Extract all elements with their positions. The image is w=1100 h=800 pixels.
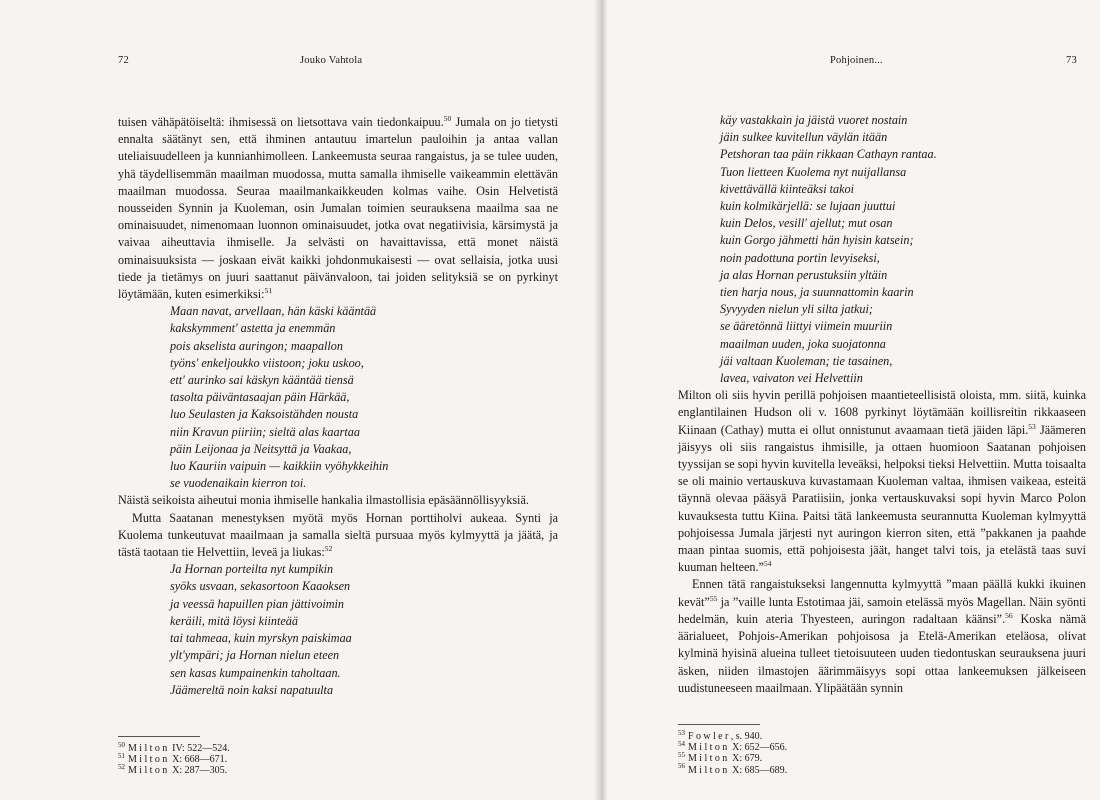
paragraph-text: Jumala on jo tietysti ennalta säätänyt sen, että ihminen antautuu imartelun pauloihin ja antaa vallan uteliaisuudelleen ja kunnianhimolleen. Lankeemusta seuraa rangaistus, ja se tulee uuden, yhä täydellisemmän maailman muodossa, mutta samalla ihmiselle vaikeammin elettävän maailman muodossa. Seuraa maailmankaikkeuden kolmas vaihe. Osin Helvetistä nousseiden Synnin ja Kuoleman, osin Jumalan toimien seurauksena maailma saa ne ominaisuudet, nimenomaan luonnon ominaisuudet, jotka ovat negatiivisia, kärsimystä ja vaivaa aiheuttavia ihmiselle. Ja selvästi on havaittavissa, että monet näistä ominaisuuksista — joskaan eivät kaikki johdonmukaisesti — ovat sellaisia, jotka uusi tiede ja tietämys on juuri saattanut päivänvaloon, tai joiden selityksiä se on pyrkinyt löytämään, kuten esimerkiksi: — [118, 115, 558, 302]
left-body-text — [118, 114, 558, 699]
verse-line: syöks usvaan, sekasortoon Kaaoksen — [170, 579, 351, 594]
right-body-text — [678, 112, 1086, 697]
paragraph — [118, 510, 558, 562]
verse-line: kuin Delos, vesill' ajellut; mut osan — [720, 216, 893, 231]
footnote: $^{50}$ Milton IV: 522—524. — [118, 740, 230, 754]
paragraph-text: Jäämeren jäisyys oli siis rangaistus ihmisille, ja ottaen huomioon Saatanan pohjoisen tyyssijan se sopi hyvin kuvitella leveäksi, helpoksi tieksi Helvettiin. Mutta toisaalta se oli mainio vertauskuva kuvastamaan Kuoleman valtaa, ihmisen vaikeaa, esteitä täynnä olevaa pääsyä Paratiisiin, jonka vertauskuvaksi sopi hyvin Marco Polon kuvauksesta tuttu Kiina. Paitsi tätä lankeemusta seurannutta Kuoleman kylmyyttä pohjoisessa Jumala järjesti nyt auringon kierron siten, että ”pakkanen ja paahde maan pintaa suomis, että pohjoisesta jäät, hanget talvi tois, ja etelästä taas suvi kuuman helteen.” — [678, 422, 1087, 575]
paragraph: Näistä seikoista aiheutui monia ihmiselle hankalia ilmastollisia epäsäännöllisyyksiä. — [118, 493, 529, 508]
verse-line: kakskymment' astetta ja enemmän — [170, 321, 336, 336]
verse-line: päin Leijonaa ja Neitsyttä ja Vaakaa, — [170, 441, 352, 456]
verse-line: työns' enkeljoukko viistoon; joku uskoo, — [170, 355, 364, 370]
footnote: $^{52}$ Milton X: 287—305. — [118, 763, 228, 777]
left-running-head-author: Jouko Vahtola — [300, 55, 363, 66]
footnote: $^{51}$ Milton X: 668—671. — [118, 751, 228, 766]
footnote-marker: 51 — [264, 285, 273, 295]
footnote-rule — [678, 724, 760, 725]
verse-line: jäi valtaan Kuoleman; tie tasainen, — [720, 353, 893, 368]
verse-line: Petshoran taa päin rikkaan Cathayn rantaa. — [720, 147, 937, 162]
verse-line: maailman uuden, joka suojatonna — [720, 336, 886, 351]
verse-line: lavea, vaivaton vei Helvettiin — [720, 371, 863, 386]
verse-line: tai tahmeaa, kuin myrskyn paiskimaa — [170, 631, 352, 646]
footnote: $^{53}$ Fowler, s. 940. — [678, 728, 763, 742]
footnote-marker: 56 — [1005, 610, 1013, 620]
paragraph — [678, 387, 1086, 576]
left-page-number: 72 — [118, 55, 129, 66]
verse-line: kivettävällä kiinteäksi takoi — [720, 181, 855, 196]
verse-line: kuin kolmikärjellä: se lujaan juuttui — [720, 199, 896, 214]
verse-quote — [118, 303, 558, 492]
paragraph-text: Mutta Saatanan menestyksen myötä myös Hornan porttiholvi aukeaa. Synti ja Kuolema tunkeutuvat maailmaan ja samalla sieltä pursuaa myös kylmyyttä ja jäätä, ja tästä taotaan tie Helvettiin, leveä ja liukas: — [118, 510, 558, 560]
verse-quote — [118, 561, 558, 699]
verse-line: sen kasas kumpainenkin taholtaan. — [170, 665, 341, 680]
verse-line: kuin Gorgo jähmetti hän hyisin katsein; — [720, 233, 914, 248]
paragraph — [118, 114, 558, 303]
verse-line: käy vastakkain ja jäistä vuoret nostain — [720, 113, 908, 127]
paragraph-text: Koska nämä äärialueet, Pohjois-Amerikan pohjoisosa ja Etelä-Amerikan eteläosa, olivat kylminä hyisinä alueina tulleet tietoisuuteen uuden tiedontuskan seurauksena juuri äsken, niiden ilmastojen äärimmäisyys sopi ottaa lankeemuksen jälkeiseen uudistuneeseen maailmaan. Ylipäätään synnin — [678, 611, 1086, 695]
footnote-marker: 55 — [709, 593, 718, 603]
paragraph-text: ja ”vaille lunta Estotimaa jäi, samoin etelässä myös Magellan. Näin syönti hedelmän, kuin ateria Thyesteen, auringon radaltaan käänsi”. — [678, 594, 1086, 626]
verse-line: pois akselista auringon; maapallon — [170, 338, 343, 353]
paragraph-text: tuisen vähäpätöiseltä: ihmisessä on lietsottava vain tiedonkaipuu. — [118, 115, 444, 129]
verse-line: tasolta päiväntasaajan päin Härkää, — [170, 390, 350, 405]
verse-line: Syvyyden nielun yli silta jatkui; — [720, 302, 873, 317]
left-footnotes — [118, 736, 418, 777]
footnote: $^{56}$ Milton X: 685—689. — [678, 762, 788, 776]
right-footnotes — [678, 724, 978, 776]
verse-line: niin Kravun piiriin; sieltä alas kaartaa — [170, 424, 360, 439]
footnote-marker: 50 — [443, 113, 452, 123]
footnote-marker: 53 — [1028, 421, 1036, 431]
verse-line: luo Seulasten ja Kaksoistähden nousta — [170, 407, 359, 422]
paragraph-text: Milton oli siis hyvin perillä pohjoisen maantieteellisistä oloista, mm. siitä, kuinka englantilainen Hudson oli v. 1608 pyrkinyt löytämään koillisreitin rikkaaseen Kiinaan (Cathay) mutta ei ollut onnistunut avaamaan tietä jäiden läpi. — [678, 388, 1086, 437]
verse-line: Ja Hornan porteilta nyt kumpikin — [170, 562, 334, 577]
verse-line: se vuodenaikain kierron toi. — [170, 476, 307, 491]
verse-line: Jäämereltä noin kaksi napatuulta — [170, 682, 334, 697]
right-running-head-title: Pohjoinen... — [830, 55, 883, 66]
right-page — [600, 0, 1100, 800]
footnote-marker: 52 — [324, 544, 333, 554]
footnote: $^{55}$ Milton X: 679. — [678, 751, 763, 765]
footnote: $^{54}$ Milton X: 652—656. — [678, 739, 788, 754]
right-page-number: 73 — [1066, 55, 1077, 66]
verse-line: tien harja nous, ja suunnattomin kaarin — [720, 285, 914, 300]
paragraph-text: Ennen tätä rangaistukseksi langennutta kylmyyttä ”maan päällä kukki ikuinen kevät” — [678, 577, 1086, 609]
footnote-marker: 54 — [763, 559, 772, 569]
book-gutter — [594, 0, 608, 800]
verse-line: ylt'ympäri; ja Hornan nielun eteen — [170, 648, 340, 663]
verse-line: jäin sulkee kuvitellun väylän itään — [720, 130, 888, 145]
verse-line: keräili, mitä löysi kiinteää — [170, 613, 298, 628]
verse-line: ett' aurinko sai käskyn kääntää tiensä — [170, 373, 354, 388]
footnote-rule — [118, 736, 200, 737]
verse-line: se ääretönnä liittyi viimein muuriin — [720, 319, 893, 334]
verse-line: luo Kauriin vaipuin — kaikkiin vyöhykkeihin — [170, 459, 389, 474]
verse-quote — [678, 112, 1086, 387]
verse-line: ja veessä hapuillen pian jättivoimin — [170, 596, 344, 611]
verse-line: Maan navat, arvellaan, hän käski kääntää — [170, 304, 377, 319]
verse-line: Tuon lietteen Kuolema nyt nuijallansa — [720, 164, 907, 179]
verse-line: noin padottuna portin levyiseksi, — [720, 250, 880, 265]
paragraph — [678, 576, 1086, 696]
verse-line: ja alas Hornan perustuksiin yltäin — [720, 267, 888, 282]
